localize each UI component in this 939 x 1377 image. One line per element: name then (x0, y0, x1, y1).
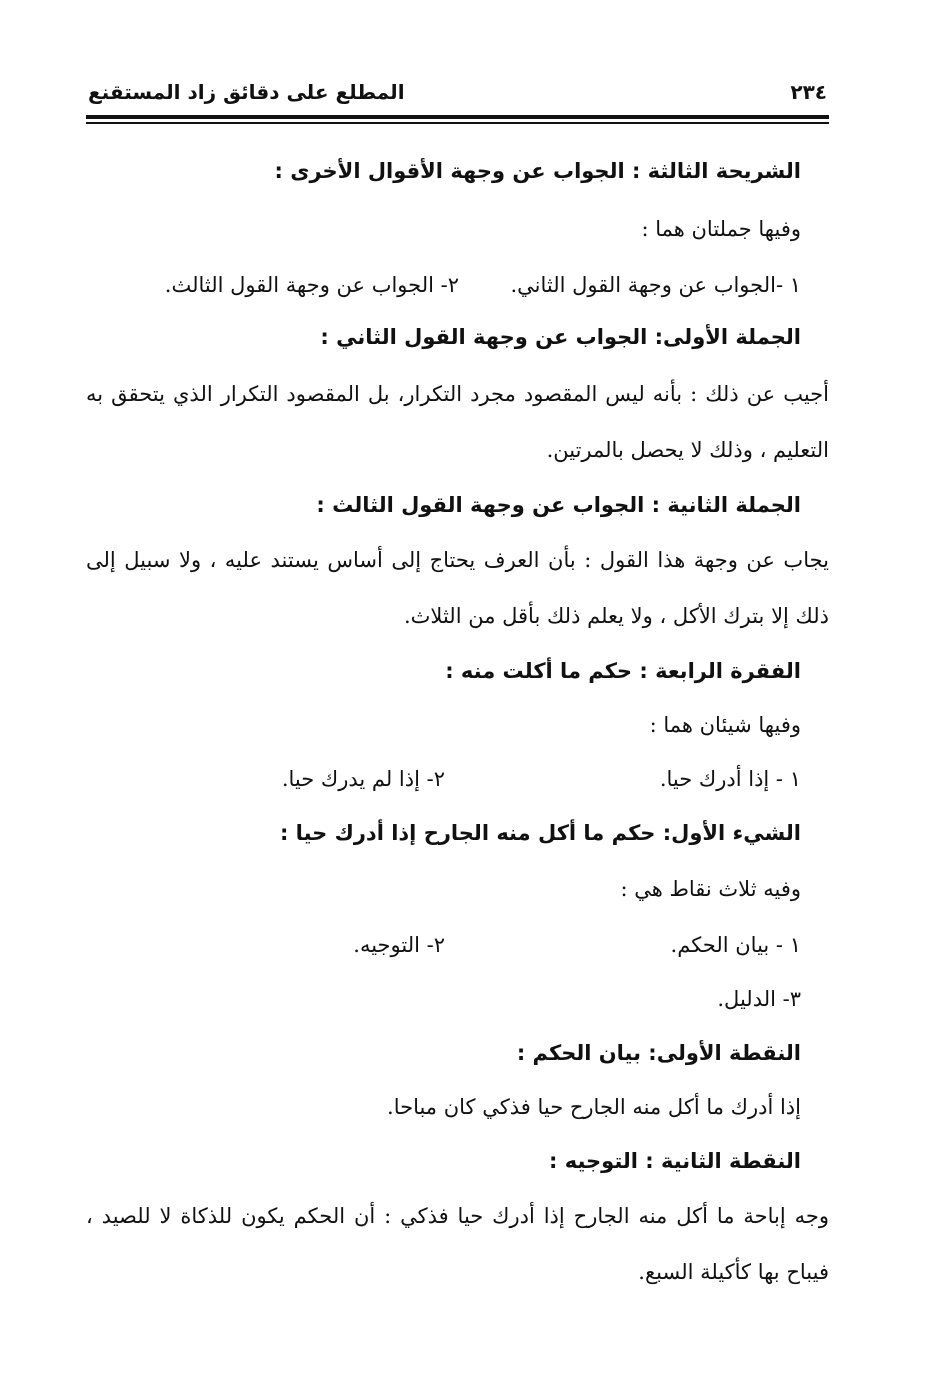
heading-section-3: الشريحة الثالثة : الجواب عن وجهة الأقوال الأخرى : (274, 159, 801, 183)
list-item-1-2: ٢- الجواب عن وجهة القول الثالث. (164, 273, 459, 297)
page-number: ٢٣٤ (790, 80, 827, 104)
heading-point-2: النقطة الثانية : التوجيه : (549, 1149, 801, 1173)
heading-point-1: النقطة الأولى: بيان الحكم : (516, 1041, 801, 1065)
heading-sentence-2: الجملة الثانية : الجواب عن وجهة القول الثالث : (316, 493, 801, 517)
intro-text-1: وفيها جملتان هما : (641, 217, 801, 241)
heading-paragraph-4: الفقرة الرابعة : حكم ما أكلت منه : (445, 659, 801, 683)
intro-text-2: وفيها شيئان هما : (649, 713, 801, 737)
list-item-3-3: ٣- الدليل. (717, 987, 801, 1011)
paragraph-ruling: إذا أدرك ما أكل منه الجارح حيا فذكي كان مباحا. (387, 1095, 801, 1119)
heading-sentence-1: الجملة الأولى: الجواب عن وجهة القول الثاني : (320, 325, 801, 349)
paragraph-answer-1: أجيب عن ذلك : بأنه ليس المقصود مجرد التكرار، بل المقصود التكرار الذي يتحقق به التعليم ، وذلك لا يحصل بالمرتين. (86, 382, 829, 462)
list-item-2-2: ٢- إذا لم يدرك حيا. (281, 767, 445, 791)
list-item-1-1: ١ -الجواب عن وجهة القول الثاني. (510, 273, 801, 297)
book-title: المطلع على دقائق زاد المستقنع (88, 80, 405, 104)
list-item-3-1: ١ - بيان الحكم. (670, 933, 801, 957)
list-item-3-2: ٢- التوجيه. (353, 933, 445, 957)
header-rule-thick (86, 115, 829, 119)
header-rule-thin (86, 122, 829, 124)
page-header (88, 76, 827, 112)
paragraph-answer-2: يجاب عن وجهة هذا القول : بأن العرف يحتاج إلى أساس يستند عليه ، ولا سبيل إلى ذلك إلا بترك الأكل ، ولا يعلم ذلك بأقل من الثلاث. (86, 548, 829, 628)
paragraph-justification: وجه إباحة ما أكل منه الجارح إذا أدرك حيا فذكي : أن الحكم يكون للذكاة لا للصيد ، فيباح بها كأكيلة السبع. (86, 1204, 829, 1284)
list-item-2-1: ١ - إذا أدرك حيا. (659, 767, 801, 791)
heading-item-1: الشيء الأول: حكم ما أكل منه الجارح إذا أدرك حيا : (279, 821, 801, 845)
intro-text-3: وفيه ثلاث نقاط هي : (620, 877, 801, 901)
